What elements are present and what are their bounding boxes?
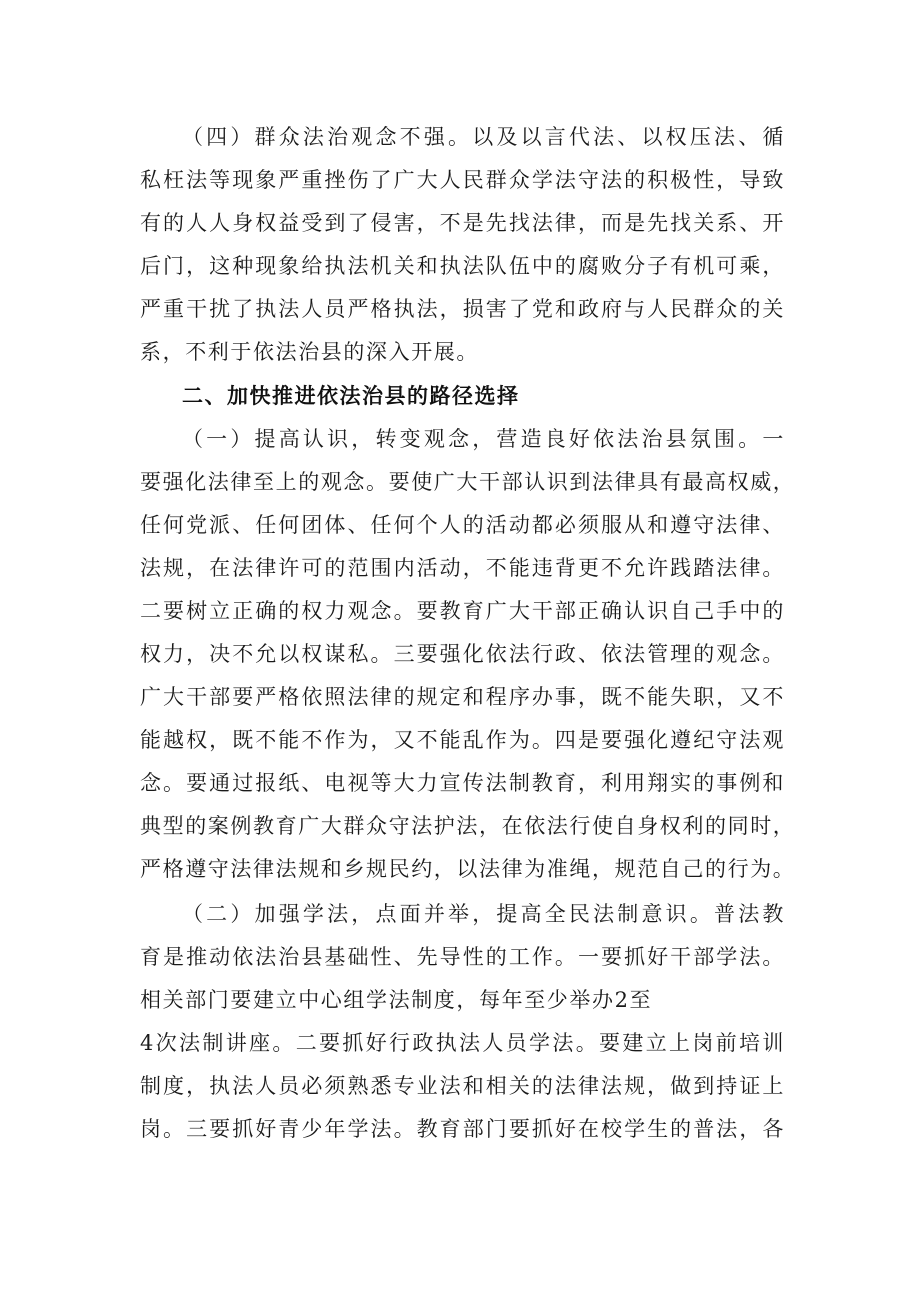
paragraph-line: 广大干部要严格依照法律的规定和程序办事，既不能失职，又不: [140, 685, 785, 709]
paragraph-line: 制度，执法人员必须熟悉专业法和相关的法律法规，做到持证上: [140, 1074, 785, 1098]
section-heading: 二、加快推进依法治县的路径选择: [182, 384, 520, 408]
paragraph-line: 任何党派、任何团体、任何个人的活动都必须服从和遵守法律、: [140, 513, 785, 537]
paragraph-line: 有的人人身权益受到了侵害，不是先找法律，而是先找关系、开: [140, 211, 785, 235]
paragraph-line: 要强化法律至上的观念。要使广大干部认识到法律具有最高权威，: [140, 470, 796, 494]
paragraph-line: 典型的案例教育广大群众守法护法，在依法行使自身权利的同时，: [140, 814, 796, 838]
paragraph-line: 严重干扰了执法人员严格执法，损害了党和政府与人民群众的关: [140, 297, 785, 321]
paragraph-line: （二）加强学法，点面并举，提高全民法制意识。普法教: [182, 902, 785, 926]
paragraph-line: 岗。三要抓好青少年学法。教育部门要抓好在校学生的普法，各: [140, 1117, 785, 1141]
paragraph-line: （四）群众法治观念不强。以及以言代法、以权压法、循: [182, 125, 785, 149]
paragraph-line: 权力，决不允以权谋私。三要强化依法行政、依法管理的观念。: [140, 642, 785, 666]
paragraph-line: 系，不利于依法治县的深入开展。: [140, 340, 479, 364]
paragraph-line: 念。要通过报纸、电视等大力宣传法制教育，利用翔实的事例和: [140, 771, 785, 795]
paragraph-line: 二要树立正确的权力观念。要教育广大干部正确认识自己手中的: [140, 599, 785, 623]
paragraph-line: 育是推动依法治县基础性、先导性的工作。一要抓好干部学法。: [140, 945, 785, 969]
paragraph-line: 后门，这种现象给执法机关和执法队伍中的腐败分子有机可乘，: [140, 254, 785, 278]
paragraph-line: 私枉法等现象严重挫伤了广大人民群众学法守法的积极性，导致: [140, 168, 785, 192]
paragraph-line: 严格遵守法律法规和乡规民约，以法律为准绳，规范自己的行为。: [140, 857, 796, 881]
paragraph-line: 能越权，既不能不作为，又不能乱作为。四是要强化遵纪守法观: [140, 728, 785, 752]
paragraph-line: 相关部门要建立中心组学法制度，每年至少举办2至: [140, 988, 653, 1012]
paragraph-line: （一）提高认识，转变观念，营造良好依法治县氛围。一: [182, 427, 785, 451]
paragraph-line: 法规，在法律许可的范围内活动，不能违背更不允许践踏法律。: [140, 556, 785, 580]
paragraph-line: 4次法制讲座。二要抓好行政执法人员学法。要建立上岗前培训: [140, 1031, 785, 1055]
